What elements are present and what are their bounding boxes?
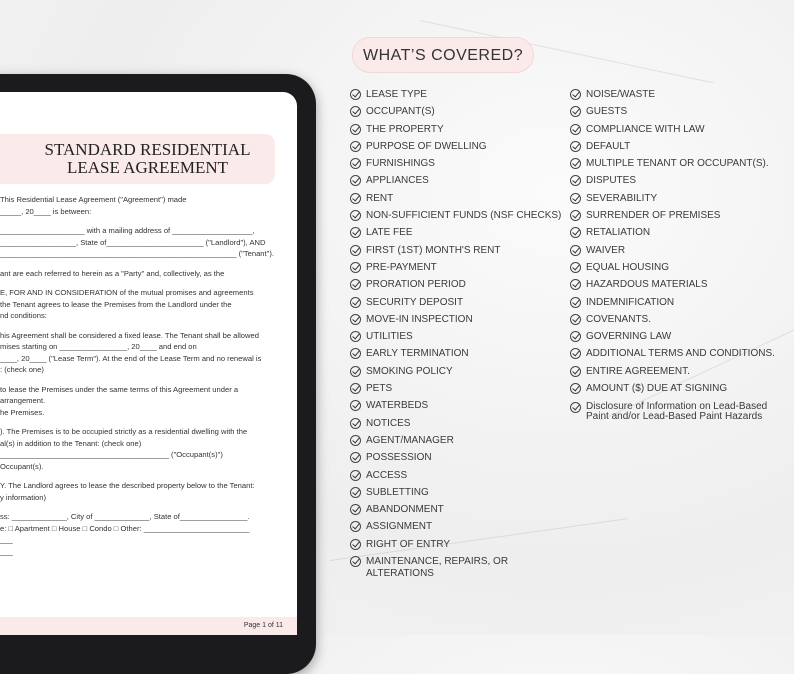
covered-item (570, 348, 792, 365)
covered-item (570, 89, 792, 106)
title-line: LEASE AGREEMENT (66, 158, 229, 177)
covered-item-label: ENTIRE AGREEMENT. (586, 365, 690, 377)
check-circle-icon (350, 210, 361, 221)
covered-item-label: FIRST (1ST) MONTH'S RENT (366, 244, 501, 256)
covered-item (570, 314, 792, 331)
check-circle-icon (350, 124, 361, 135)
check-circle-icon (350, 366, 361, 377)
check-circle-icon (350, 158, 361, 169)
covered-item-label: APPLIANCES (366, 175, 429, 187)
covered-item (570, 279, 792, 296)
covered-item-label: DEFAULT (586, 140, 631, 152)
covered-item-label: Disclosure of Information on Lead-Based Paint and/or Lead-Based Paint Hazards (586, 401, 768, 423)
check-circle-icon (570, 175, 581, 186)
covered-item-label: AGENT/MANAGER (366, 434, 454, 446)
covered-item-label: DISPUTES (586, 175, 637, 187)
covered-item (350, 262, 564, 279)
covered-item (570, 331, 792, 348)
document-line: ________________________________________ ("Occupant(s)") (0, 450, 223, 459)
covered-item (350, 435, 564, 452)
covered-item (350, 227, 564, 244)
paragraph-gap (0, 503, 297, 511)
covered-item-label: NOISE/WASTE (586, 89, 656, 100)
covered-item-label: RIGHT OF ENTRY (366, 538, 451, 550)
check-circle-icon (570, 383, 581, 394)
covered-item (350, 141, 564, 158)
covered-item-label: PRE-PAYMENT (366, 261, 437, 273)
covered-item-label: SURRENDER OF PREMISES (586, 210, 721, 222)
check-circle-icon (350, 175, 361, 186)
covered-item (570, 245, 792, 262)
paragraph-gap (0, 279, 297, 287)
check-circle-icon (350, 245, 361, 256)
covered-list-left (350, 89, 564, 584)
covered-item-label: SECURITY DEPOSIT (366, 296, 464, 308)
covered-item (570, 383, 792, 400)
check-circle-icon (350, 556, 361, 567)
covered-item (350, 106, 564, 123)
check-circle-icon (350, 106, 361, 117)
paragraph-gap (0, 322, 297, 330)
covered-item-label: PETS (366, 383, 393, 395)
covered-item (350, 245, 564, 262)
covered-item (350, 539, 564, 556)
check-circle-icon (350, 452, 361, 463)
paragraph-gap (0, 217, 297, 225)
covered-item (570, 402, 792, 426)
check-circle-icon (350, 297, 361, 308)
covered-item-label: AMOUNT ($) DUE AT SIGNING (586, 383, 728, 395)
covered-item-label: THE PROPERTY (366, 123, 444, 135)
covered-item (350, 331, 564, 348)
covered-item-label: UTILITIES (366, 331, 413, 343)
covered-item (350, 452, 564, 469)
document-line: nd conditions: (0, 311, 47, 320)
document-line: ___ (0, 535, 13, 544)
check-circle-icon (350, 227, 361, 238)
check-circle-icon (570, 210, 581, 221)
covered-item (570, 141, 792, 158)
check-circle-icon (570, 158, 581, 169)
check-circle-icon (570, 348, 581, 359)
document-line: This Residential Lease Agreement ("Agreement") made (0, 195, 187, 204)
covered-item (350, 366, 564, 383)
covered-item-label: LEASE TYPE (366, 89, 427, 100)
check-circle-icon (570, 245, 581, 256)
check-circle-icon (350, 262, 361, 273)
covered-item (350, 175, 564, 192)
check-circle-icon (570, 89, 581, 100)
check-circle-icon (350, 348, 361, 359)
document-title (0, 134, 275, 184)
covered-item-label: SMOKING POLICY (366, 365, 453, 377)
covered-item-label: WATERBEDS (366, 400, 429, 412)
check-circle-icon (350, 521, 361, 532)
check-circle-icon (350, 435, 361, 446)
covered-item (350, 158, 564, 175)
covered-item (350, 348, 564, 365)
document-line: to lease the Premises under the same terms of this Agreement under a (0, 384, 239, 394)
check-circle-icon (350, 418, 361, 429)
document-line: e: □ Apartment □ House □ Condo □ Other: _________________________ (0, 523, 250, 533)
document-line: ____________________ with a mailing address of ___________________, (0, 226, 255, 235)
covered-item (350, 556, 564, 584)
document-line: ____, 20____ ("Lease Term"). At the end of the Lease Term and no renewal is (0, 353, 262, 363)
paragraph-gap (0, 472, 297, 480)
covered-item-label: HAZARDOUS MATERIALS (586, 279, 708, 291)
covered-item-label: MULTIPLE TENANT OR OCCUPANT(S). (586, 158, 769, 170)
whats-covered-heading: WHAT’S COVERED? (352, 37, 534, 73)
check-circle-icon (350, 279, 361, 290)
check-circle-icon (570, 297, 581, 308)
check-circle-icon (350, 141, 361, 152)
check-circle-icon (570, 124, 581, 135)
covered-item-label: PURPOSE OF DWELLING (366, 140, 487, 152)
covered-item-label: COVENANTS. (586, 313, 652, 325)
covered-item (350, 418, 564, 435)
tablet-screen (0, 92, 297, 635)
document-line: ant are each referred to herein as a "Party" and, collectively, as the (0, 268, 225, 278)
check-circle-icon (570, 262, 581, 273)
check-circle-icon (570, 141, 581, 152)
check-circle-icon (570, 279, 581, 290)
covered-item (570, 297, 792, 314)
covered-item-label: COMPLIANCE WITH LAW (586, 123, 705, 135)
covered-item (350, 193, 564, 210)
check-circle-icon (350, 487, 361, 498)
covered-item-label: EARLY TERMINATION (366, 348, 469, 360)
document-line: ________________________________________________________ ("Tenant"). (0, 249, 274, 258)
covered-item (570, 175, 792, 192)
check-circle-icon (350, 539, 361, 550)
covered-item (350, 210, 564, 227)
covered-item (350, 297, 564, 314)
covered-item-label: NOTICES (366, 417, 411, 429)
covered-item-label: LATE FEE (366, 227, 413, 239)
covered-item (350, 124, 564, 141)
covered-item-label: SUBLETTING (366, 486, 429, 498)
check-circle-icon (570, 402, 581, 413)
covered-item-label: MOVE-IN INSPECTION (366, 313, 473, 325)
covered-item-label: NON-SUFFICIENT FUNDS (NSF CHECKS) (366, 210, 562, 222)
covered-item-label: SEVERABILITY (586, 192, 658, 204)
paragraph-gap (0, 260, 297, 268)
check-circle-icon (350, 331, 361, 342)
document-line: arrangement. (0, 396, 46, 405)
check-circle-icon (570, 227, 581, 238)
covered-item (350, 314, 564, 331)
document-line: he Premises. (0, 407, 45, 417)
check-circle-icon (350, 470, 361, 481)
covered-item (350, 383, 564, 400)
covered-item (350, 470, 564, 487)
check-circle-icon (570, 314, 581, 325)
check-circle-icon (350, 383, 361, 394)
check-circle-icon (350, 89, 361, 100)
covered-item (570, 227, 792, 244)
covered-item (570, 262, 792, 279)
covered-item (350, 504, 564, 521)
covered-item-label: EQUAL HOUSING (586, 261, 669, 273)
page-footer: Page 1 of 11 (0, 617, 297, 635)
covered-item-label: FURNISHINGS (366, 158, 435, 170)
covered-item-label: WAIVER (586, 244, 626, 256)
check-circle-icon (350, 193, 361, 204)
covered-item-label: MAINTENANCE, REPAIRS, OR ALTERATIONS (366, 556, 509, 580)
covered-item (570, 210, 792, 227)
title-line: STANDARD RESIDENTIAL (44, 140, 251, 159)
document-line: ss: _____________, City of _____________, State of________________. (0, 512, 250, 521)
document-line: __________________, State of_______________________ ("Landlord"), AND (0, 237, 266, 247)
covered-item (350, 400, 564, 417)
check-circle-icon (350, 400, 361, 411)
covered-item-label: ACCESS (366, 469, 408, 481)
covered-item (350, 487, 564, 504)
covered-item-label: INDEMNIFICATION (586, 296, 675, 308)
covered-item-label: GOVERNING LAW (586, 331, 672, 343)
paragraph-gap (0, 376, 297, 384)
covered-item-label: ABANDONMENT (366, 504, 444, 516)
covered-item (350, 89, 564, 106)
covered-item-label: POSSESSION (366, 452, 432, 464)
check-circle-icon (570, 193, 581, 204)
covered-item-label: ADDITIONAL TERMS AND CONDITIONS. (586, 348, 775, 360)
check-circle-icon (570, 106, 581, 117)
covered-item (570, 193, 792, 210)
covered-item (570, 158, 792, 175)
document-line: al(s) in addition to the Tenant: (check one) (0, 438, 142, 448)
document-line: : (check one) (0, 365, 44, 374)
covered-item-label: OCCUPANT(S) (366, 106, 435, 118)
document-line: ). The Premises is to be occupied strictly as a residential dwelling with the (0, 427, 248, 436)
document-line: Y. The Landlord agrees to lease the described property below to the Tenant: (0, 481, 255, 490)
document-line: _____, 20____ is between: (0, 206, 92, 216)
covered-item-label: ASSIGNMENT (366, 521, 433, 533)
document-line: E, FOR AND IN CONSIDERATION of the mutual promises and agreements (0, 288, 254, 297)
document-line: Occupant(s). (0, 461, 44, 471)
check-circle-icon (350, 314, 361, 325)
covered-item (350, 521, 564, 538)
check-circle-icon (570, 366, 581, 377)
covered-item (350, 279, 564, 296)
covered-item (570, 366, 792, 383)
document-line: his Agreement shall be considered a fixed lease. The Tenant shall be allowed (0, 330, 259, 340)
document-line: y information) (0, 492, 47, 502)
document-line: mises starting on ________________, 20____ and end on (0, 342, 197, 351)
covered-item-label: PRORATION PERIOD (366, 279, 466, 291)
document-line: the Tenant agrees to lease the Premises from the Landlord under the (0, 299, 232, 309)
document-body (0, 194, 297, 557)
covered-item-label: GUESTS (586, 106, 628, 118)
check-circle-icon (350, 504, 361, 515)
covered-list-right (570, 89, 792, 426)
covered-item-label: RETALIATION (586, 227, 651, 239)
document-line: ___ (0, 546, 13, 556)
covered-item (570, 106, 792, 123)
paragraph-gap (0, 418, 297, 426)
covered-item-label: RENT (366, 192, 394, 204)
check-circle-icon (570, 331, 581, 342)
covered-item (570, 124, 792, 141)
